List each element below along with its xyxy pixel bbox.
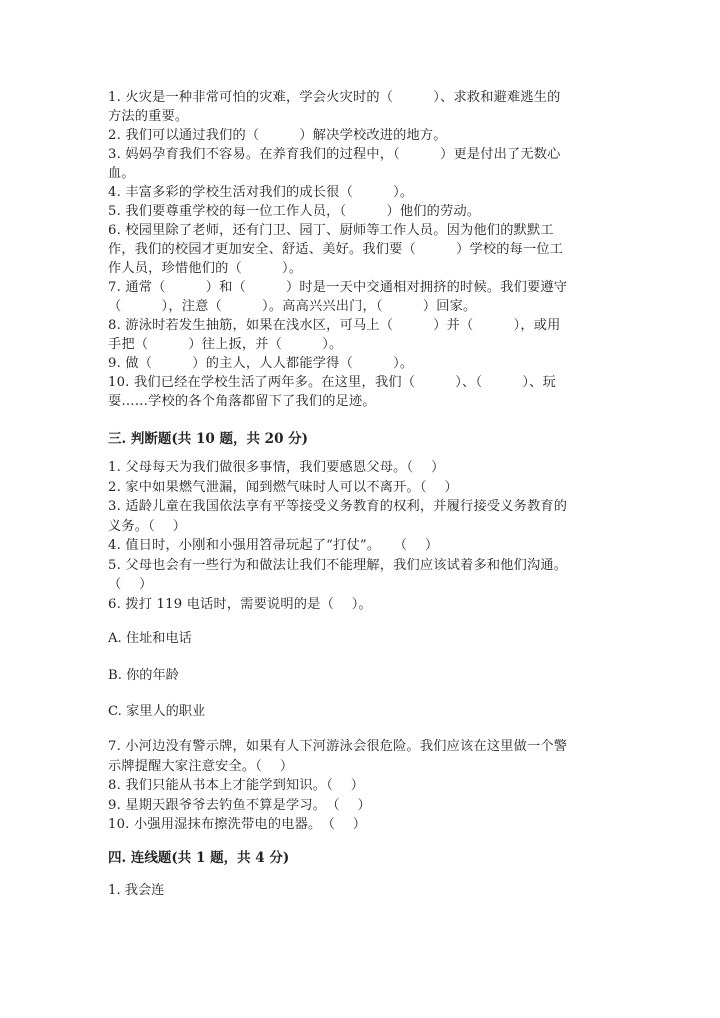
judge-line: 义务。（ ）	[108, 518, 187, 534]
fill-line: 耍……学校的各个角落都留下了我们的足迹。	[108, 394, 376, 409]
option-b: B. 你的年龄	[108, 668, 179, 683]
fill-line: 6. 校园里除了老师，还有门卫、园丁、厨师等工作人员。因为他们的默默工	[108, 223, 554, 238]
fill-blank-questions	[108, 88, 608, 411]
option-a: A. 住址和电话	[108, 631, 192, 646]
judge-line: 1. 父母每天为我们做很多事情，我们要感恩父母。（ ）	[108, 460, 445, 475]
fill-line: 手把（ ）往上扳，并（ ）。	[108, 337, 343, 352]
judge-line: 4. 值日时，小刚和小强用笤帚玩起了“打仗”。 （ ）	[108, 538, 439, 553]
judge-line: 5. 父母也会有一些行为和做法让我们不能理解，我们应该试着多和他们沟通。	[108, 557, 568, 573]
section3-title: 三. 判断题(共 10 题，共 20 分)	[108, 431, 309, 447]
judge-line: 10. 小强用湿抹布擦洗带电的电器。 （ ）	[108, 817, 367, 832]
fill-line: 5. 我们要尊重学校的每一位工作人员，（ ）他们的劳动。	[108, 204, 481, 219]
fill-line: 4. 丰富多彩的学校生活对我们的成长很（ ）。	[108, 185, 414, 200]
judge-line: 示牌提醒大家注意安全。（ ）	[108, 758, 294, 774]
judge-questions-continued	[108, 737, 608, 835]
link-question-1: 1. 我会连	[108, 883, 165, 898]
fill-line: 9. 做（ ）的主人，人人都能学得（ ）。	[108, 356, 414, 371]
judge-line: 6. 拨打 119 电话时，需要说明的是（ ）。	[108, 596, 372, 612]
option-c: C. 家里人的职业	[108, 704, 206, 719]
fill-line: 方法的重要。	[108, 109, 189, 124]
judge-line: 2. 家中如果燃气泄漏，闻到燃气味时人可以不离开。（ ）	[108, 479, 458, 495]
judge-line: （ ）	[108, 577, 153, 592]
fill-line: 3. 妈妈孕育我们不容易。在养育我们的过程中，（ ）更是付出了无数心	[108, 147, 561, 162]
fill-line: （ ），注意（ ）。高高兴兴出门，（ ）回家。	[108, 299, 477, 314]
fill-line: 作，我们的校园才更加安全、舒适、美好。我们要（ ）学校的每一位工	[108, 242, 564, 257]
fill-line: 7. 通常（ ）和（ ）时是一天中交通相对拥挤的时候。我们要遵守	[108, 280, 568, 295]
judge-line: 3. 适龄儿童在我国依法享有平等接受义务教育的权利，并履行接受义务教育的	[108, 499, 568, 514]
judge-line: 7. 小河边没有警示牌，如果有人下河游泳会很危险。我们应该在这里做一个警	[108, 739, 568, 754]
section4-title: 四. 连线题(共 1 题，共 4 分)	[108, 850, 290, 866]
fill-line: 2. 我们可以通过我们的（ ）解决学校改进的地方。	[108, 128, 447, 143]
fill-line: 8. 游泳时若发生抽筋，如果在浅水区，可马上（ ）并（ ），或用	[108, 318, 561, 333]
fill-line: 血。	[108, 166, 135, 181]
judge-line: 8. 我们只能从书本上才能学到知识。（ ）	[108, 778, 365, 793]
judge-line: 9. 星期天跟爷爷去钓鱼不算是学习。 （ ）	[108, 797, 371, 813]
judge-questions	[108, 458, 608, 614]
fill-line: 作人员，珍惜他们的（ ）。	[108, 261, 303, 276]
fill-line: 1. 火灾是一种非常可怕的灾难，学会火灾时的（ ）、求救和避难逃生的	[108, 90, 561, 105]
fill-line: 10. 我们已经在学校生活了两年多。在这里，我们（ ）、（ ）、玩	[108, 375, 556, 390]
